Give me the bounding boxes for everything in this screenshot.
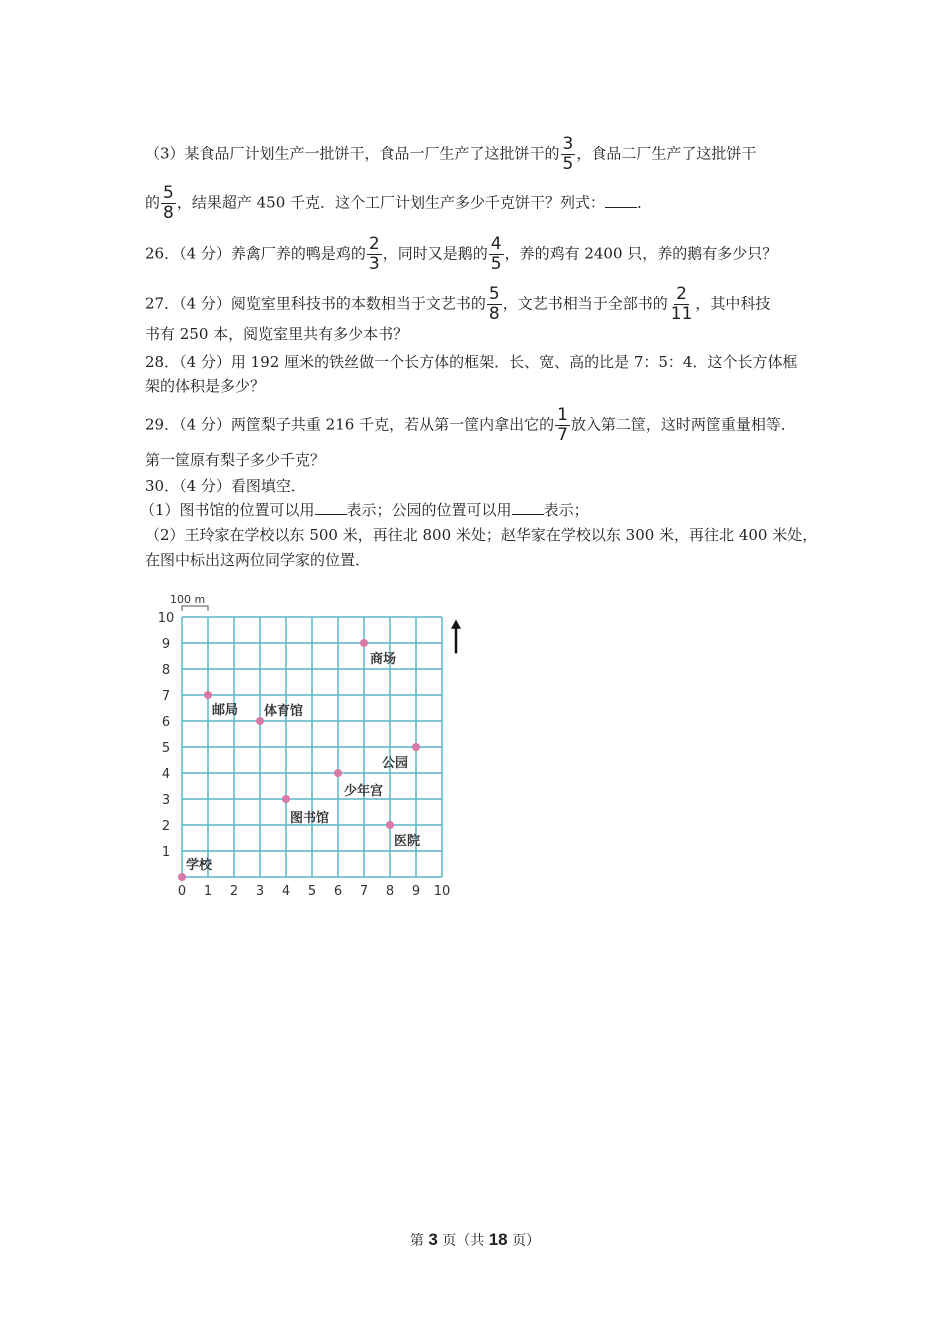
page-footer: 第 3 页（共 18 页）: [409, 1230, 541, 1249]
x-tick-label: 7: [359, 884, 369, 899]
map-point-marker: [412, 743, 420, 751]
north-arrow-icon: [451, 620, 461, 654]
map-point-marker: [282, 795, 290, 803]
x-tick-label: 4: [281, 884, 291, 899]
grid-map-figure: [150, 585, 470, 910]
map-point-marker: [360, 639, 368, 647]
q25-part3-text: （3）某食品厂计划生产一批饼干，食品一厂生产了这批饼干的: [145, 144, 560, 163]
fraction-1-7: $\frac{1}{7}$: [557, 405, 568, 445]
x-tick-label: 1: [203, 884, 213, 899]
q25-part3-line1: （3）某食品厂计划生产一批饼干，食品一厂生产了这批饼干的 $\frac{3}{5}$ ，食品二厂生产了这批饼干: [145, 134, 757, 174]
q30-sub2-line1: （2）王玲家在学校以东 500 米，再往北 800 米处；赵华家在学校以东 300 米，再往北 400 米处，: [145, 526, 818, 544]
map-point-marker: [256, 717, 264, 725]
answer-blank-library[interactable]: [315, 500, 347, 515]
north-arrow-head: [451, 620, 461, 629]
x-tick-label: 5: [307, 884, 317, 899]
q26-question: 26．（4 分）养禽厂养的鸭是鸡的 $\frac{2}{3}$ ，同时又是鹅的 $\frac{4}{5}$ ，养的鸡有 2400 只，养的鹅有多少只？: [145, 234, 778, 274]
answer-blank[interactable]: [605, 193, 637, 208]
q30-title: 30．（4 分）看图填空．: [145, 477, 306, 495]
map-point-label: 少年宫: [344, 784, 384, 799]
map-point-label: 医院: [394, 834, 421, 849]
fraction-3-5: $\frac{3}{5}$: [562, 134, 574, 174]
q29-question-line2: 第一筐原有梨子多少千克？: [145, 451, 326, 469]
map-point-label: 商场: [370, 652, 397, 667]
fraction-2-11: $\frac{2}{11}$: [670, 284, 693, 324]
x-tick-label: 8: [385, 884, 395, 899]
x-tick-label: 10: [433, 884, 451, 899]
y-tick-label: 1: [161, 845, 171, 860]
total-page-number: 18: [488, 1230, 508, 1249]
y-tick-label: 3: [161, 793, 171, 808]
fraction-5-8: $\frac{5}{8}$: [163, 183, 174, 223]
fraction-4-5: $\frac{4}{5}$: [490, 234, 502, 274]
map-point-marker: [386, 821, 394, 829]
y-tick-label: 2: [161, 819, 171, 834]
x-tick-label: 0: [177, 884, 187, 899]
q30-sub1: （1）图书馆的位置可以用 表示；公园的位置可以用 表示；: [140, 501, 589, 519]
y-tick-label: 9: [161, 637, 171, 652]
q27-question-line1: 27．（4 分）阅览室里科技书的本数相当于文艺书的 $\frac{5}{8}$ ，文艺书相当于全部书的 $\frac{2}{11}$ ，其中科技: [145, 284, 771, 324]
x-tick-label: 9: [411, 884, 421, 899]
q27-question-line2: 书有 250 本，阅览室里共有多少本书？: [145, 325, 409, 343]
map-point-label: 图书馆: [290, 811, 330, 826]
q29-question-line1: 29．（4 分）两筐梨子共重 216 千克，若从第一筐内拿出它的 $\frac{1}{7}$ 放入第二筐，这时两筐重量相等．: [145, 405, 796, 445]
x-tick-label: 6: [333, 884, 343, 899]
map-point-label: 公园: [382, 756, 409, 771]
q25-part3-line2: 的 $\frac{5}{8}$ ，结果超产 450 千克．这个工厂计划生产多少千克饼干？列式： ．: [145, 183, 653, 223]
map-points: [178, 639, 420, 881]
q28-question-line2: 架的体积是多少？: [145, 377, 266, 395]
current-page-number: 3: [428, 1230, 438, 1249]
map-point-marker: [204, 691, 212, 699]
scale-bar-bracket: [182, 606, 208, 611]
scale-bar: [170, 593, 208, 611]
map-point-label: 邮局: [212, 703, 239, 718]
fraction-5-8: $\frac{5}{8}$: [488, 284, 500, 324]
y-tick-label: 10: [157, 611, 175, 626]
y-tick-label: 6: [161, 715, 171, 730]
map-point-label: 体育馆: [264, 704, 304, 719]
fraction-2-3: $\frac{2}{3}$: [368, 234, 380, 274]
y-tick-label: 8: [161, 663, 171, 678]
map-point-marker: [178, 873, 186, 881]
y-tick-label: 5: [161, 741, 171, 756]
map-point-marker: [334, 769, 342, 777]
x-tick-label: 3: [255, 884, 265, 899]
y-tick-label: 4: [161, 767, 171, 782]
y-tick-label: 7: [161, 689, 171, 704]
q28-question-line1: 28．（4 分）用 192 厘米的铁丝做一个长方体的框架．长、宽、高的比是 7：5：4．这个长方体框: [145, 353, 798, 371]
scale-bar-label: 100 m: [170, 593, 206, 606]
q30-sub2-line2: 在图中标出这两位同学家的位置．: [145, 551, 371, 569]
answer-blank-park[interactable]: [512, 500, 544, 515]
x-tick-label: 2: [229, 884, 239, 899]
axis-ticks: [158, 611, 451, 899]
map-point-label: 学校: [186, 858, 213, 873]
